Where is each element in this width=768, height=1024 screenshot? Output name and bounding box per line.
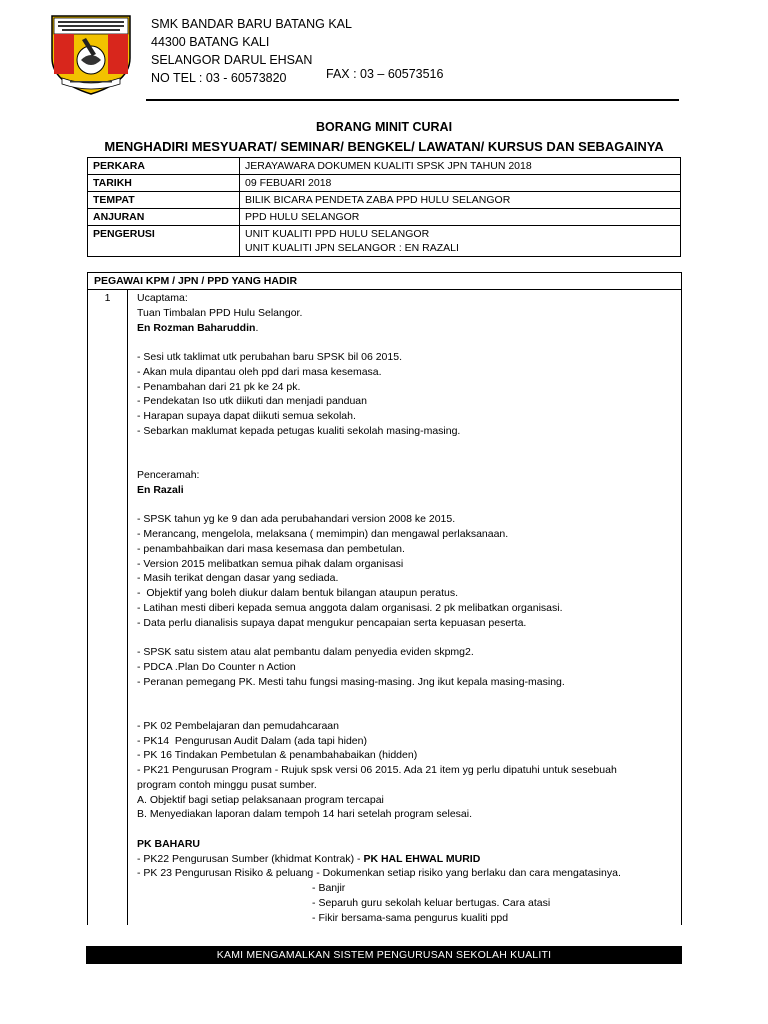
info-key: PERKARA	[88, 158, 240, 175]
school-name: SMK BANDAR BARU BATANG KAL	[151, 17, 352, 31]
minutes-line: A. Objektif bagi setiap pelaksanaan program tercapai	[137, 793, 384, 806]
minutes-line: - Banjir	[137, 882, 346, 894]
school-address-block	[151, 15, 352, 87]
minutes-line: - SPSK satu sistem atau alat pembantu dalam penyedia eviden skpmg2.	[137, 646, 474, 658]
info-key: PENGERUSI	[88, 226, 240, 257]
minutes-line: - Akan mula dipantau oleh ppd dari masa kesemasa.	[137, 365, 382, 378]
pk22-line: - PK22 Pengurusan Sumber (khidmat Kontrak) - PK HAL EHWAL MURID	[137, 852, 481, 865]
minutes-line: - PK 02 Pembelajaran dan pemudahcaraan	[137, 719, 339, 732]
school-state: SELANGOR DARUL EHSAN	[151, 53, 313, 67]
minutes-spacer	[137, 689, 677, 704]
minutes-line: - penambahbaikan dari masa kesemasa dan pembetulan.	[137, 542, 405, 555]
minutes-line: - Peranan pemegang PK. Mesti tahu fungsi masing-masing. Jng ikut kepala masing-masing.	[137, 675, 565, 688]
minutes-line: - Penambahan dari 21 pk ke 24 pk.	[137, 380, 301, 393]
info-key: TARIKH	[88, 175, 240, 192]
minutes-line: - PK 23 Pengurusan Risiko & peluang - Dokumenkan setiap risiko yang berlaku dan cara mengatasinya.	[137, 867, 621, 880]
minutes-line: - SPSK tahun yg ke 9 dan ada perubahandari version 2008 ke 2015.	[137, 513, 456, 526]
speaker-name-bold: En Rozman Baharuddin	[137, 321, 256, 334]
table-row	[88, 192, 681, 209]
info-value: BILIK BICARA PENDETA ZABA PPD HULU SELANGOR	[240, 192, 681, 209]
speaker-name: En Razali	[137, 483, 184, 496]
minutes-line: Penceramah:	[137, 469, 200, 481]
minutes-line: - Objektif yang boleh diukur dalam bentuk bilangan ataupun peratus.	[137, 587, 459, 599]
form-subtitle: MENGHADIRI MESYUARAT/ SEMINAR/ BENGKEL/ LAWATAN/ KURSUS DAN SEBAGAINYA	[104, 139, 664, 154]
item-number: 1	[104, 292, 111, 304]
info-value: PPD HULU SELANGOR	[240, 209, 681, 226]
chair-line-2: UNIT KUALITI JPN SELANGOR : EN RAZALI	[245, 242, 459, 254]
minutes-spacer	[137, 822, 677, 837]
info-key: ANJURAN	[88, 209, 240, 226]
minutes-line: program contoh minggu pusat sumber.	[137, 778, 317, 791]
table-row	[88, 175, 681, 192]
minutes-spacer	[137, 498, 677, 513]
minutes-header: PEGAWAI KPM / JPN / PPD YANG HADIR	[88, 273, 681, 290]
school-postcode: 44300 BATANG KALI	[151, 35, 270, 49]
minutes-line: - Sebarkan maklumat kepada petugas kualiti sekolah masing-masing.	[137, 424, 461, 437]
minutes-line: Ucaptama:	[137, 292, 188, 304]
minutes-line: - PK14 Pengurusan Audit Dalam (ada tapi hiden)	[137, 734, 367, 747]
minutes-spacer	[137, 335, 677, 350]
info-value: 09 FEBUARI 2018	[240, 175, 681, 192]
minutes-line: - PK 16 Tindakan Pembetulan & penambahabaikan (hidden)	[137, 749, 418, 762]
minutes-content	[137, 291, 677, 925]
minutes-line: - Separuh guru sekolah keluar bertugas. Cara atasi	[137, 896, 551, 909]
minutes-line: - PDCA .Plan Do Counter n Action	[137, 660, 296, 673]
pk-baharu-heading: PK BAHARU	[137, 837, 200, 850]
minutes-line: Tuan Timbalan PPD Hulu Selangor.	[137, 306, 303, 319]
minutes-spacer	[137, 704, 677, 719]
minutes-spacer	[137, 630, 677, 645]
minutes-line: - Pendekatan Iso utk diikuti dan menjadi panduan	[137, 395, 367, 408]
minutes-line: - Data perlu dianalisis supaya dapat mengukur pencapaian serta kepuasan peserta.	[137, 616, 527, 629]
minutes-line: - PK21 Pengurusan Program - Rujuk spsk versi 06 2015. Ada 21 item yg perlu dipatuhi untuk sesebuah	[137, 764, 617, 776]
info-value	[240, 226, 681, 257]
meeting-info-table	[87, 157, 681, 257]
minutes-spacer	[137, 439, 677, 454]
minutes-line: - Sesi utk taklimat utk perubahan baru SPSK bil 06 2015.	[137, 351, 402, 363]
minutes-line: - Fikir bersama-sama pengurus kualiti ppd	[137, 911, 509, 924]
info-key: TEMPAT	[88, 192, 240, 209]
minutes-line: - Version 2015 melibatkan semua pihak dalam organisasi	[137, 557, 404, 570]
info-value: JERAYAWARA DOKUMEN KUALITI SPSK JPN TAHUN 2018	[240, 158, 681, 175]
pk22-bold: PK HAL EHWAL MURID	[363, 852, 481, 865]
minutes-line: - Harapan supaya dapat diikuti semua sekolah.	[137, 410, 356, 422]
table-row	[88, 209, 681, 226]
school-crest-logo	[48, 10, 134, 96]
form-title: BORANG MINIT CURAI	[315, 120, 453, 134]
table-row	[88, 226, 681, 257]
footer-banner: KAMI MENGAMALKAN SISTEM PENGURUSAN SEKOLAH KUALITI	[86, 946, 682, 964]
item-number-column	[88, 290, 128, 925]
minutes-spacer	[137, 453, 677, 468]
school-phone: NO TEL : 03 - 60573820	[151, 71, 287, 85]
minutes-line: B. Menyediakan laporan dalam tempoh 14 hari setelah program selesai.	[137, 808, 473, 821]
chair-line-1: UNIT KUALITI PPD HULU SELANGOR	[245, 228, 430, 240]
school-fax: FAX : 03 – 60573516	[326, 67, 444, 81]
minutes-box	[87, 272, 682, 925]
minutes-line: - Masih terikat dengan dasar yang sediada.	[137, 572, 339, 585]
minutes-line: - Merancang, mengelola, melaksana ( memimpin) dan mengawal perlaksanaan.	[137, 528, 509, 540]
speaker-name: En Rozman Baharuddin.	[137, 321, 259, 334]
table-row	[88, 158, 681, 175]
minutes-line: - Latihan mesti diberi kepada semua anggota dalam organisasi. 2 pk melibatkan organisasi.	[137, 601, 563, 614]
header-divider	[146, 99, 679, 101]
